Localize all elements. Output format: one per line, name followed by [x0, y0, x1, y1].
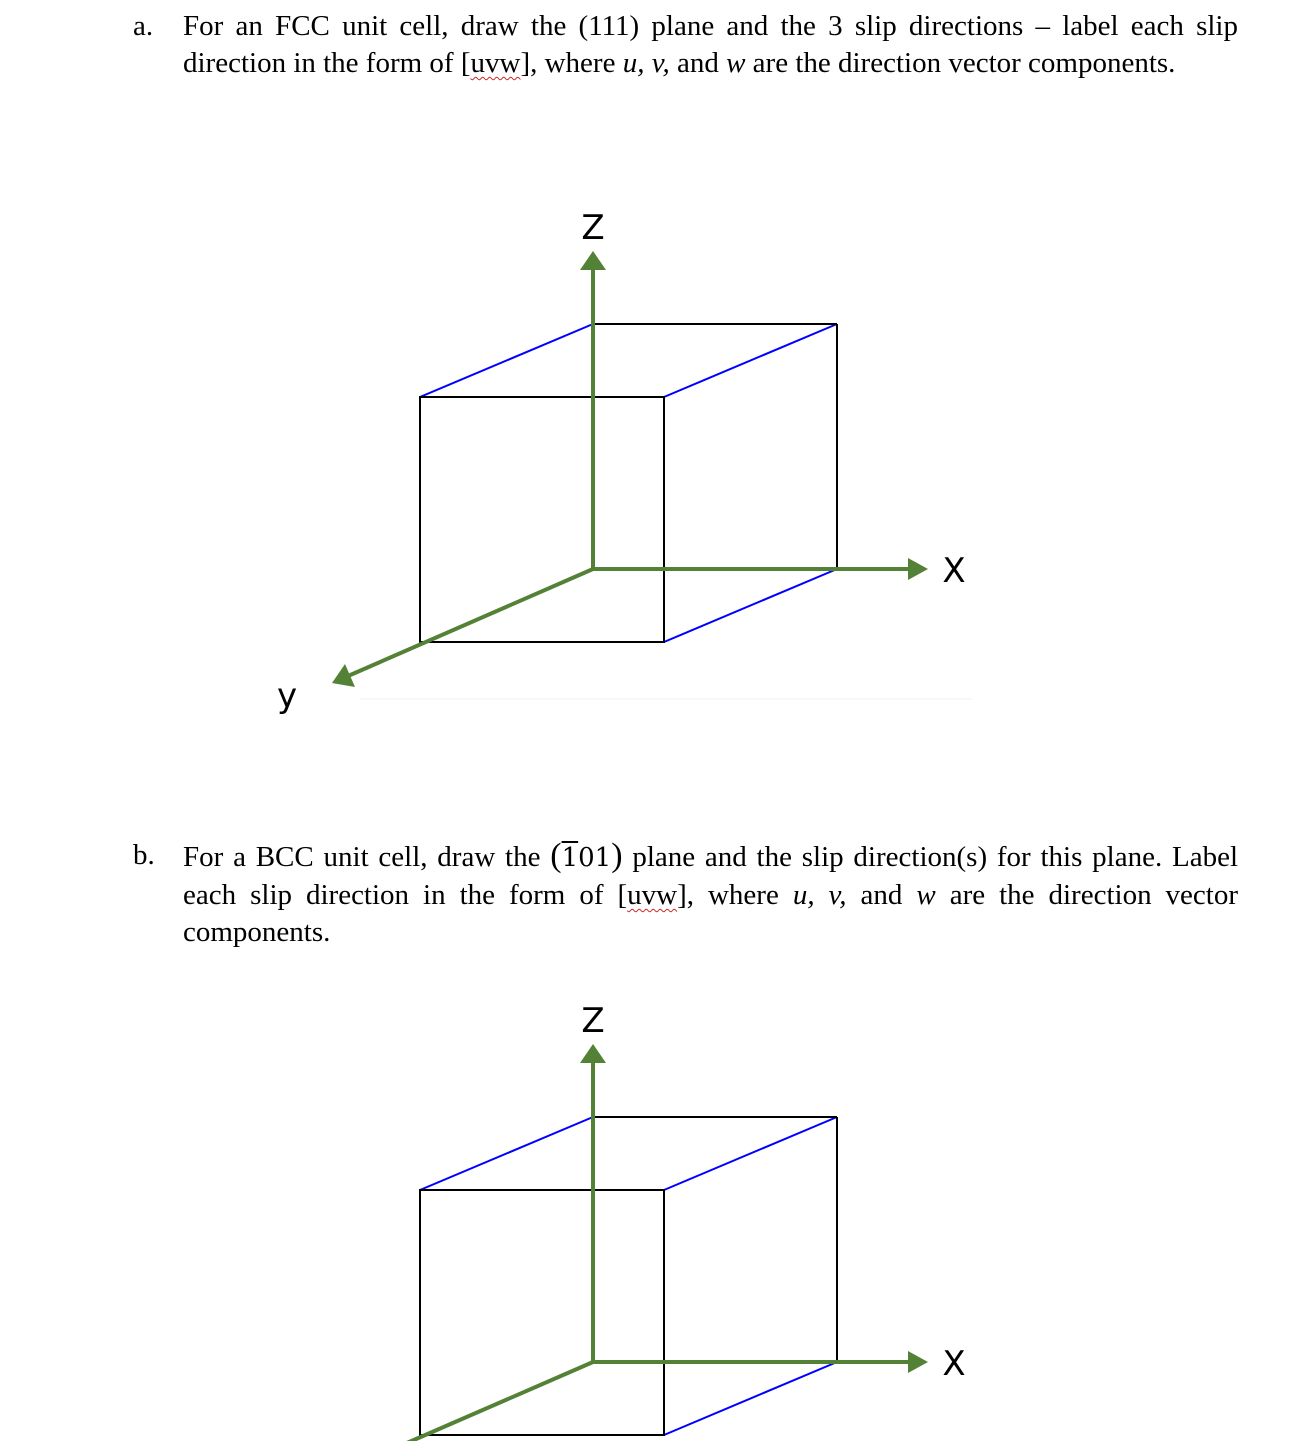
x-axis-label: X	[942, 551, 966, 591]
x-axis-label: X	[942, 1344, 966, 1384]
z-axis-label: Z	[581, 1001, 605, 1041]
z-axis-arrowhead	[580, 1044, 606, 1063]
question-a-marker: a.	[133, 10, 154, 42]
cube-edge-top-left	[420, 1117, 593, 1190]
uvw-term: uvw	[627, 879, 678, 911]
question-b-marker: b.	[133, 839, 155, 871]
y-axis-label: y	[276, 676, 298, 716]
y-axis	[400, 1362, 593, 1441]
miller-index: 101	[561, 843, 612, 873]
uvw-term: uvw	[470, 47, 521, 79]
cube-front-face	[420, 1190, 664, 1435]
question-a-text: For an FCC unit cell, draw the (111) plane and the 3 slip directions – label each slip direction in the form of [uvw], where u, v, and w are the direction vector components.	[183, 10, 1238, 79]
cube-edge-top-right	[664, 1117, 837, 1190]
question-b-text: For a BCC unit cell, draw the (101) plane and the slip direction(s) for this plane. Label each slip direction in the form of [uvw], where u, v, and w are the direction vector components.	[183, 837, 1239, 948]
x-axis-arrowhead	[908, 1351, 928, 1373]
cube-edge-bottom-right	[664, 1362, 837, 1435]
z-axis-label: Z	[581, 208, 605, 248]
